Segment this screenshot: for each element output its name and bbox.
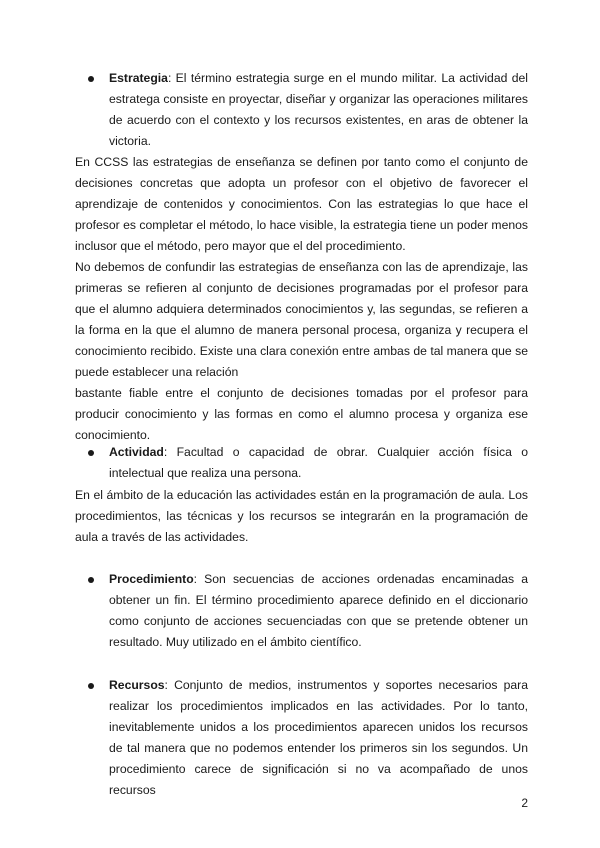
bullet-item-estrategia (109, 68, 528, 152)
bullet-text: : El término estrategia surge en el mundo militar. La actividad del estratega consiste en proyectar, diseñar y organizar las operaciones militares de acuerdo con el contexto y los recursos existentes, en aras de obtener la victoria. (109, 71, 528, 148)
page-number: 2 (521, 796, 528, 810)
paragraph: En el ámbito de la educación las actividades están en la programación de aula. Los procedimientos, las técnicas y los recursos se integrarán en la programación de aula a través de las actividades. (75, 488, 528, 544)
paragraph: bastante fiable entre el conjunto de decisiones tomadas por el profesor para producir conocimiento y las formas en como el alumno procesa y organiza ese conocimiento. (75, 386, 528, 442)
bullet-term: Actividad (109, 445, 164, 459)
bullet-term: Estrategia (109, 71, 168, 85)
bullet-item-recursos (109, 675, 528, 801)
bullet-dot (88, 577, 94, 583)
bullet-item-actividad (109, 442, 528, 484)
paragraph: No debemos de confundir las estrategias de enseñanza con las de aprendizaje, las primeras se refieren al conjunto de decisiones programadas por el profesor para que el alumno adquiera determinados conocimientos y, las segundas, se refieren a la forma en la que el alumno de manera personal procesa, organiza y recupera el conocimiento recibido. Existe una clara conexión entre ambas de tal manera que se puede establecer una relación (75, 260, 528, 379)
bullet-term: Procedimiento (109, 572, 194, 586)
paragraph: En CCSS las estrategias de enseñanza se definen por tanto como el conjunto de decisiones concretas que adopta un profesor con el objetivo de favorecer el aprendizaje de contenidos y conocimientos. Con las estrategias lo que hace el profesor es completar el método, lo hace visible, la estrategia tiene un poder menos inclusor que el método, pero mayor que el del procedimiento. (75, 155, 528, 253)
bullet-dot (88, 450, 94, 456)
bullet-text: : Conjunto de medios, instrumentos y soportes necesarios para realizar los procedimientos implicados en las actividades. Por lo tanto, inevitablemente unidos a los procedimientos aparecen unidos los recursos de tal manera que no podemos entender los primeros sin los segundos. Un procedimiento carece de significación si no va acompañado de unos recursos (109, 678, 528, 797)
bullet-dot (88, 683, 94, 689)
bullet-dot (88, 76, 94, 82)
bullet-text: : Son secuencias de acciones ordenadas encaminadas a obtener un fin. El término procedimiento aparece definido en el diccionario como conjunto de acciones secuenciadas con que se pretende obtener un resultado. Muy utilizado en el ámbito científico. (109, 572, 528, 649)
bullet-term: Recursos (109, 678, 165, 692)
bullet-text: : Facultad o capacidad de obrar. Cualquier acción física o intelectual que realiza una persona. (109, 445, 528, 480)
bullet-item-procedimiento (109, 569, 528, 653)
